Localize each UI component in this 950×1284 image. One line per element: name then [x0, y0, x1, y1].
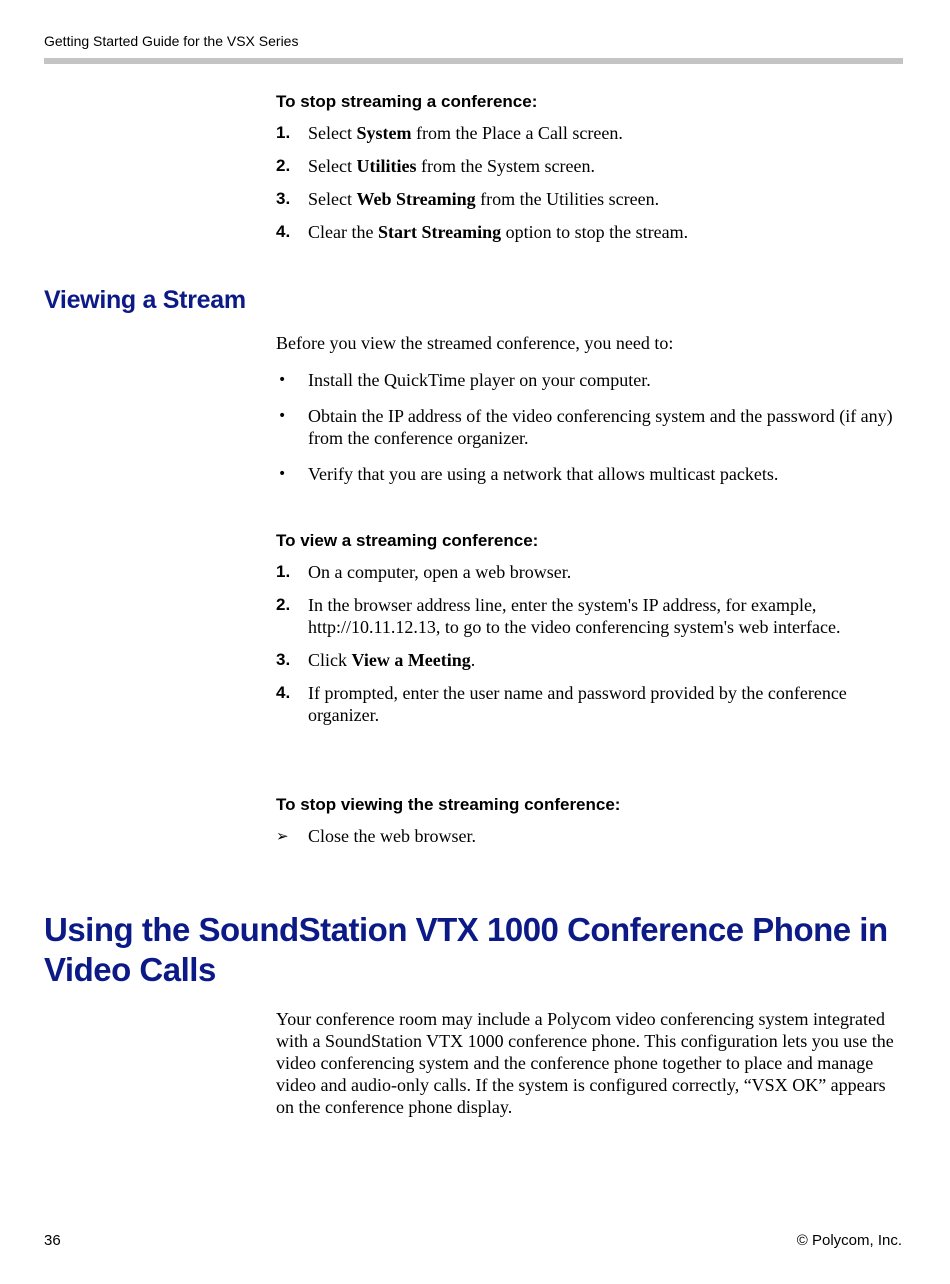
bullet-item: [276, 463, 903, 485]
ui-term: Start Streaming: [377, 222, 502, 242]
step-text: If prompted, enter the user name and password provided by the conference organizer.: [308, 683, 847, 725]
step-text: Select: [308, 189, 357, 209]
bullet-item: [276, 405, 903, 449]
step-item: [276, 825, 903, 847]
step-item: [276, 155, 903, 177]
procedure-heading: To stop viewing the streaming conference:: [276, 795, 621, 814]
section-title-viewing-stream: Viewing a Stream: [44, 286, 246, 314]
step-text: .: [470, 650, 476, 670]
step-number: 3.: [276, 189, 291, 208]
header-rule: [44, 58, 903, 64]
step-text: Click: [308, 650, 352, 670]
step-item: [276, 221, 903, 243]
step-number: 2.: [276, 156, 291, 175]
running-header: Getting Started Guide for the VSX Series: [44, 33, 299, 49]
step-number: 2.: [276, 595, 291, 614]
step-item: [276, 561, 903, 583]
bullet-item: [276, 369, 903, 391]
step-item: [276, 649, 903, 671]
bullet-text: Obtain the IP address of the video conferencing system and the password (if any) from the conference organizer.: [308, 406, 893, 448]
intro-paragraph: Before you view the streamed conference, you need to:: [276, 333, 674, 353]
step-text: option to stop the stream.: [501, 222, 689, 242]
ui-term: View a Meeting: [351, 650, 471, 670]
step-text: Select: [308, 156, 357, 176]
stop-streaming-procedure: [276, 92, 903, 243]
step-item: [276, 594, 903, 638]
page-number: 36: [44, 1232, 61, 1249]
step-number: 1.: [276, 123, 291, 142]
step-text: from the Place a Call screen.: [411, 123, 623, 143]
prerequisite-list: [276, 369, 903, 485]
ui-term: Utilities: [356, 156, 417, 176]
arrow-bullet-icon: ➢: [276, 827, 289, 845]
step-number: 4.: [276, 222, 291, 241]
bullet-text: Install the QuickTime player on your computer.: [308, 370, 651, 390]
bullet-marker: •: [278, 408, 287, 424]
step-number: 3.: [276, 650, 291, 669]
viewing-stream-body: [276, 332, 903, 485]
step-text: Clear the: [308, 222, 378, 242]
bullet-text: Verify that you are using a network that allows multicast packets.: [308, 464, 779, 484]
bullet-marker: •: [278, 372, 287, 388]
stop-viewing-steps: [276, 825, 903, 847]
step-text: from the System screen.: [416, 156, 595, 176]
stop-viewing-procedure: [276, 795, 903, 847]
copyright-notice: © Polycom, Inc.: [796, 1232, 902, 1249]
step-text: On a computer, open a web browser.: [308, 562, 572, 582]
step-item: [276, 188, 903, 210]
bullet-marker: •: [278, 466, 287, 482]
step-item: [276, 122, 903, 144]
procedure-heading: To stop streaming a conference:: [276, 92, 538, 111]
body-paragraph: Your conference room may include a Polycom video conferencing system integrated with a SoundStation VTX 1000 conference phone. This configuration lets you use the video conferencing system and the conference phone together to place and manage video and audio-only calls. If the system is configured correctly, “VSX OK” appears on the conference phone display.: [276, 1009, 894, 1117]
ui-term: System: [356, 123, 412, 143]
view-streaming-procedure: [276, 531, 903, 726]
soundstation-body: [276, 1008, 903, 1118]
procedure-heading: To view a streaming conference:: [276, 531, 539, 550]
step-text: In the browser address line, enter the system's IP address, for example, http://10.11.12.13, to go to the video conferencing system's web interface.: [308, 595, 841, 637]
ui-term: Web Streaming: [356, 189, 476, 209]
step-text: Close the web browser.: [308, 826, 476, 846]
step-item: [276, 682, 903, 726]
view-streaming-steps: [276, 561, 903, 726]
step-number: 1.: [276, 562, 291, 581]
step-text: Select: [308, 123, 357, 143]
step-number: 4.: [276, 683, 291, 702]
stop-streaming-steps: [276, 122, 903, 243]
section-title-soundstation: Using the SoundStation VTX 1000 Conference Phone in Video Calls: [44, 911, 888, 988]
step-text: from the Utilities screen.: [475, 189, 660, 209]
